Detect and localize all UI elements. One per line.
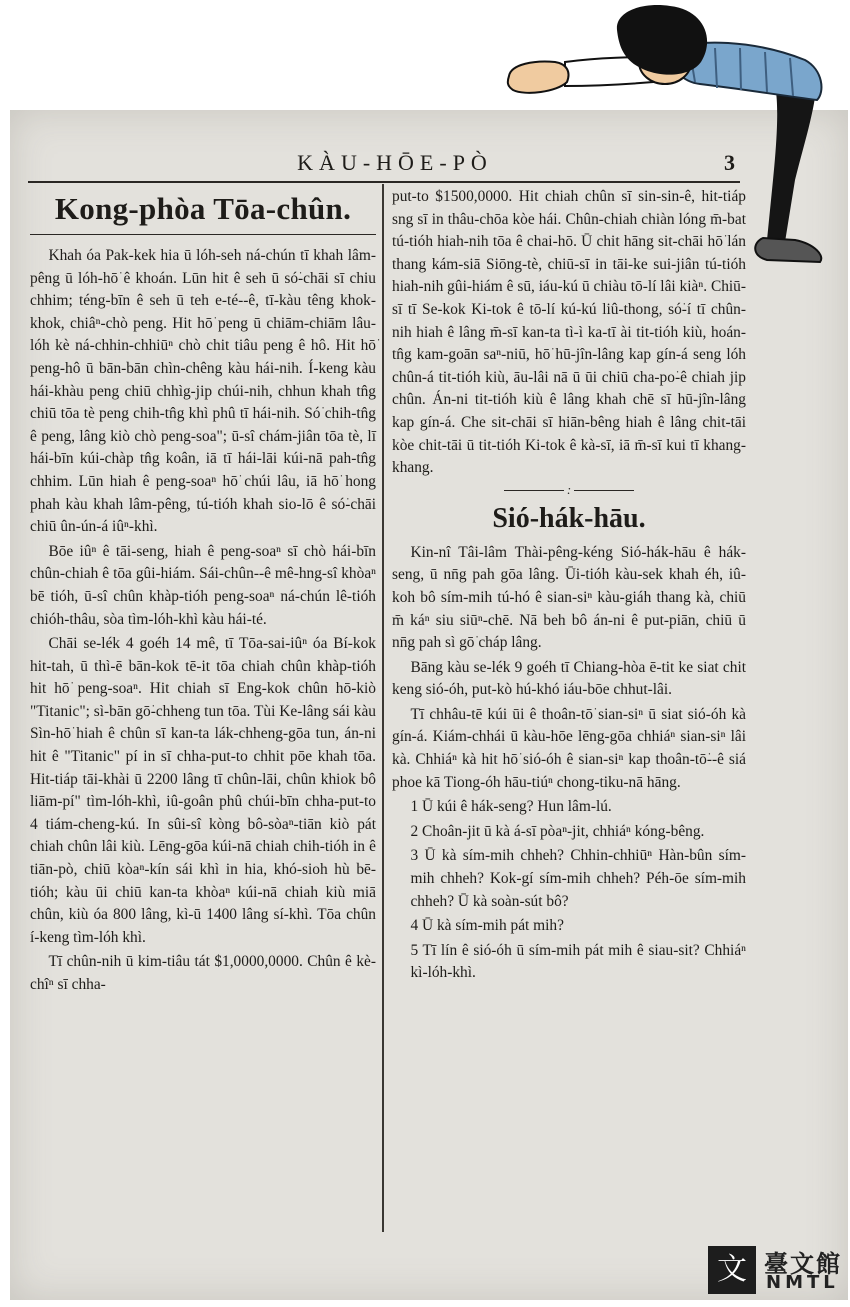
article-title: Kong-phòa Tōa-chûn.: [30, 186, 376, 235]
section-title: Sió-hák-hāu.: [492, 502, 646, 534]
nmtl-title: 臺文館: [764, 1249, 842, 1278]
page-number: 3: [724, 150, 735, 175]
left-column: [30, 186, 376, 999]
article-paragraph: Tī chûn-nih ū kim-tiâu tát $1,0000,0000. Chûn ê kè-chîⁿ sī chha-: [30, 953, 376, 993]
article-paragraph: Chāi se-lék 4 goéh 14 mê, tī Tōa-sai-iûⁿ óa Bí-kok hit-tah, ū thì-ē bān-kok tē-it tōa chiah chûn khàp-tióh hit hō͘ peng-soaⁿ. Hit chiah sī Eng-kok chûn hō-kiò "Titanic"; sì-bān gō͘-chheng tun tōa. Tùi Ke-lâng sái kàu Sìn-hō͘ hiah ê chûn sī kan-ta lák-chheng-gōa tun, án-ni hit ê "Titanic" pí in sī chha-put-to chhit pōe khah tōa. Hit-tiáp tāi-khài ū 2200 lâng tī chûn-lāi, chûn khiok bô liām-pí" tìm-lóh-khì, iû-goân phû chúi-bīn chha-put-to 4 tiám-cheng-kú. In sûi-sî kòng bô-sòaⁿ-tiān kiò pát chiah chûn lâi kiù. Lēng-gōa kúi-nā chiah chih-tióh in ê tiān-pò, chiū kòaⁿ-kín sái khì in hia, khó-sioh hù bē-tióh; kàu ūi chiū kan-ta khòaⁿ kúi-nā chiah kiù miā chûn, kiù óa 800 lâng, kì-ū 1400 lâng sí-khì. Tōa chûn í-keng tìm-lóh khì.: [30, 635, 376, 946]
question-item: 3 Ū kà sím-mih chheh? Chhin-chhiūⁿ Hàn-bûn sím-mih chheh? Kok-gí sím-mih chheh? Péh-ōe sím-mih chheh? Ū kà soàn-sút bô?: [410, 847, 746, 910]
question-item: 1 Ū kúi ê hák-seng? Hun lâm-lú.: [410, 798, 612, 816]
section-divider: :: [392, 482, 746, 498]
right-column: [392, 186, 746, 987]
article-paragraph: Kin-nî Tâi-lâm Thài-pêng-kéng Sió-hák-hāu ê hák-seng, ū nn̄g pah gōa lâng. Ūi-tióh kàu-sek khah éh, iû-koh bô sím-mih tú-hó ê sian-siⁿ kàu-giáh thang kà, chiū m̄ káⁿ siu siūⁿ-chē. Nā beh bô án-ni ê put-piān, chiū ū nn̄g pah sì gō͘ cháp lâng.: [392, 543, 746, 652]
figure-hands: [508, 62, 569, 93]
bowing-figure-illustration: [505, 0, 850, 270]
question-item: 2 Choân-jit ū kà á-sī pòaⁿ-jit, chhiáⁿ kóng-bêng.: [410, 822, 705, 840]
column-divider: [382, 184, 384, 1232]
article-paragraph: Bāng kàu se-lék 9 goéh tī Chiang-hòa ē-tit ke siat chit keng sió-óh, put-kò hú-khó iáu-bōe chhut-lâi.: [392, 658, 746, 699]
figure-legs: [767, 80, 817, 242]
running-title: KÀU-HŌE-PÒ: [297, 150, 493, 175]
article-continuation: put-to $1500,0000. Hit chiah chûn sī sin-sin-ê, hit-tiáp sng sī in thâu-chōa kòe hái. Chûn-chiah chiàn lóng m̄-bat tú-tióh hiah-nih tōa ê chai-hō. Ū chit hāng sit-chāi hō͘ lán thang kám-siā Siōng-tè, chiū-sī in tāi-ke sui-jiân tú-tióh hiah-nih gûi-hiám ê sū, iáu-kú ū chiàu tō-lí lâi kiàⁿ. Chiū-sī tī Se-kok Ki-tok ê tō-lí kú-kú liû-thong, só͘-í tī chûn-nih hiah ê lâng m̄-sī kan-ta tì-ì ka-tī ài tit-tióh kiù, hoán-tn̂g kam-goān saⁿ-niū, hō͘ hū-jîn-lâng kap gín-á seng lóh chûn-á tit-tióh kiù, āu-lâi nā ū ūi chiū cha-po͘-ê chiah jip chûn. Án-ni tit-tióh kiù ê lâng khah chē sī hū-jîn-lâng kap gín-á. Che sit-chāi sī hiān-bêng hiah ê lâng chit-tāi kòe chit-tāi ū tit-tióh Ki-tok ê kà-sī, iā m̄-sī kui tī khang-khang.: [392, 188, 746, 477]
article-paragraph: Khah óa Pak-kek hia ū lóh-seh ná-chún tī khah lâm-pêng ū lóh-hō͘ ê khoán. Lūn hit ê seh ū só͘-chāi sī chiu chhim; téng-bīn ê seh ū teh e-té--ê, tī-kàu têng khok-khok, chiâⁿ-chò peng. Hit hō͘ peng ū chiām-chiām lâu-lóh kè ná-chhin-chhiūⁿ chò chit tiâu peng ê hô. Hit hō͘ peng-hô ū bān-bān chìn-chêng kàu hái-nih. Í-keng kàu hái-khàu peng chiū chhìg-jip chúi-nih, chhun khah tn̂g chiū tōa tè peng chih-tn̂g khì phû tī hái-nih. Só͘ chih-tn̂g ê peng, lâng kiò chò peng-soa"; ū-sî chám-jiân tōa tè, lī hái-bīn kúi-chàp tn̂g koân, iā tī hái-lāi kúi-nā pah-tn̂g chhim. Lūn hiah ê peng-soaⁿ hō͘ chúi lâu, iā hō͘ hong phah kàu khah lâm-pêng, tú-tióh khah sio-lō ê só͘-chāi chiū ûn-ún-á iûⁿ-khì.: [30, 247, 376, 536]
question-item: 5 Tī lín ê sió-óh ū sím-mih pát mih ê siau-sit? Chhiáⁿ kì-lóh-khì.: [410, 941, 746, 982]
nmtl-watermark: [708, 1240, 843, 1300]
nmtl-subtitle: NMTL: [766, 1272, 839, 1293]
question-list: [392, 796, 746, 985]
article-paragraph: Bōe iûⁿ ê tāi-seng, hiah ê peng-soaⁿ sī chò hái-bīn chûn-chiah ê tōa gûi-hiám. Sái-chûn--ê mê-hng-sî khòaⁿ bē tióh, ū-sî chûn khàp-tióh peng-soaⁿ ná-chún lê-tióh chióh-thâu, sòa tìm-lóh-khì kàu hái-té.: [30, 542, 376, 628]
article-paragraph: Tī chhâu-tē kúi ūi ê thoân-tō͘ sian-siⁿ ū siat sió-óh kà gín-á. Kiám-chhái ū kàu-hōe lēng-gōa chhiáⁿ sian-siⁿ lâi kà. Chhiáⁿ kà hit hō͘ sió-óh ê sian-siⁿ kap thoân-tō͘--ê siá phoe kā Tiong-óh hāu-tiúⁿ chong-tiku-nā hāng.: [392, 705, 746, 791]
nmtl-logo: 文: [708, 1246, 756, 1294]
question-item: 4 Ū kà sím-mih pát mih?: [410, 917, 564, 935]
